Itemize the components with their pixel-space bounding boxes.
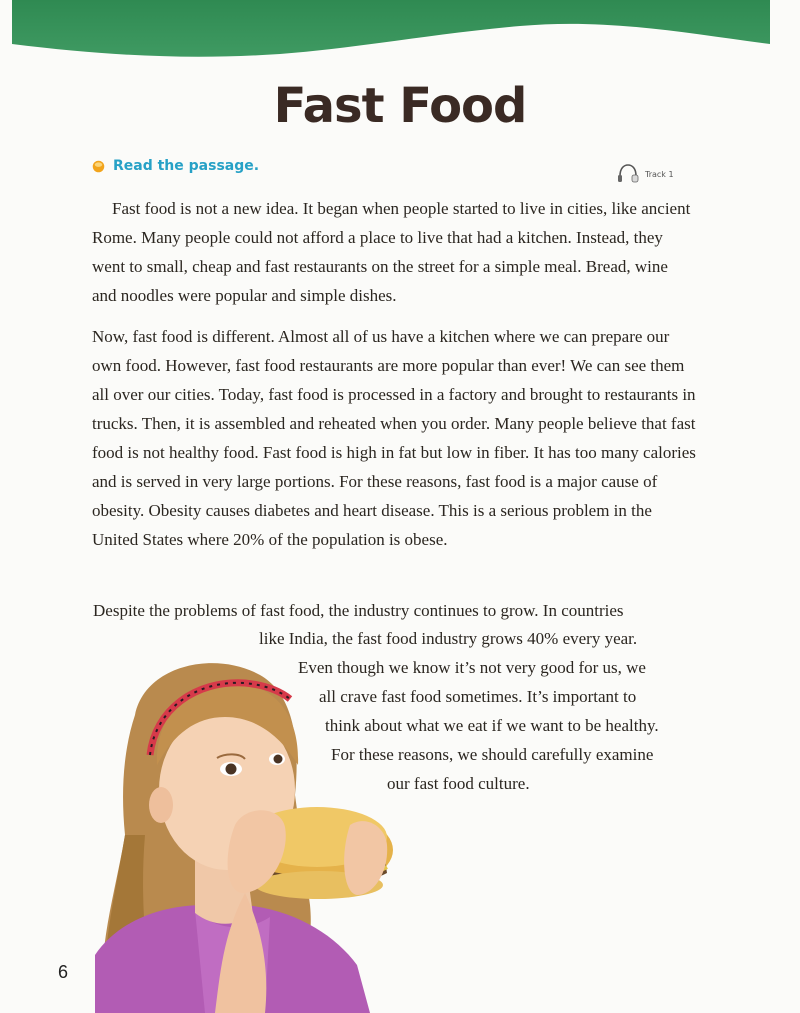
paragraph-2: Now, fast food is different. Almost all of us have a kitchen where we can prepare our own food. However, fast food restaurants are more popular than ever! We can see them all over our cities. Today, fast food is processed in a factory and brought to restaurants in trucks. Then, it is assembled and reheated when you order. Many people believe that fast food is not healthy food. Fast food is high in fat but low in fiber. It has too many calories and is served in very large portions. For these reasons, fast food is a major cause of obesity. Obesity causes diabetes and heart disease. This is a serious problem in the United States where 20% of the population is obese. (92, 327, 696, 549)
paragraph-3-line: like India, the fast food industry grows 40% every year. (259, 629, 638, 648)
header-banner (0, 0, 800, 90)
instruction (92, 158, 259, 174)
audio-track[interactable] (617, 164, 674, 184)
girl-eating-burger-photo (95, 655, 425, 1013)
headphones-icon[interactable] (617, 164, 639, 184)
paragraph-3-line: Despite the problems of fast food, the industry continues to grow. In countries (93, 601, 624, 620)
bullet-icon (92, 160, 105, 173)
page-title: Fast Food (273, 78, 527, 134)
page-number: 6 (58, 962, 69, 982)
paragraph-1: Fast food is not a new idea. It began when people started to live in cities, like ancient Rome. Many people could not afford a place to live that had a kitchen. Instead, they went to small, cheap and fast restaurants on the street for a simple meal. Bread, wine and noodles were popular and simple dishes. (92, 199, 691, 305)
paragraph-3-line: our fast food culture. (387, 774, 530, 793)
paragraph-3-line: think about what we eat if we want to be healthy. (325, 716, 659, 735)
paragraph-3-line: Even though we know it’s not very good for us, we (298, 658, 646, 677)
track-label: Track 1 (645, 169, 674, 179)
paragraph-3-line: all crave fast food sometimes. It’s important to (319, 687, 637, 706)
instruction-label: Read the passage. (113, 158, 260, 174)
paragraph-3-line: For these reasons, we should carefully examine (331, 745, 654, 764)
